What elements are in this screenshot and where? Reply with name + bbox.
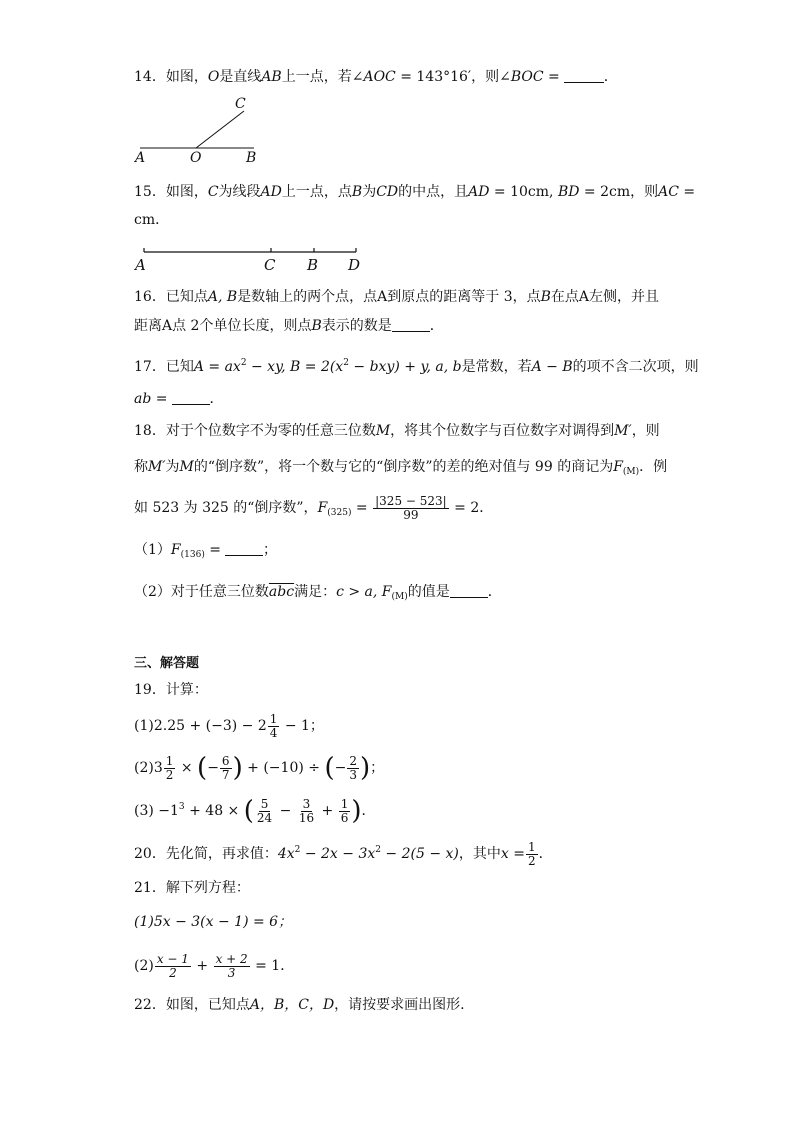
- question-16-line2: 距离A点 2个单位长度，则点B表示的数是 ．: [134, 318, 444, 334]
- section-title: 三、解答题: [134, 656, 200, 671]
- label-c: C: [264, 256, 276, 274]
- question-22: 22．如图，已知点A，B，C，D，请按要求画出图形.: [134, 997, 465, 1013]
- answer-blank[interactable]: [392, 317, 430, 332]
- q19-expr-3: $(3) -1^3 + 48$ × ( $\frac{5}{24}$ − $\frac{3}{16}$ + $\frac{1}{6}$ )．: [134, 796, 376, 826]
- label-b: B: [307, 256, 319, 274]
- fraction: $\frac{|325 - 523|}{99}$: [375, 493, 447, 522]
- question-17: 17．已知$A = ax^2$ − xy, $B = 2(x^2 - bxy) + y$, a, b是常数，若A − B的项不含二次项，则: [134, 358, 699, 375]
- question-18-line3: 如 523 为 325 的“倒序数”，$F_{(325)}$ = $\frac{|325 - 523|}{99}$ = 2．: [134, 493, 494, 522]
- question-21: 21．解下列方程：: [134, 880, 250, 896]
- question-18-line2: 称M′为M的“倒序数”，将一个数与它的“倒序数”的差的绝对值与 99 的商记为$F_{(M)}$．例: [134, 459, 668, 477]
- q19-expr-1: (1)2.25 + (−3) − 2 $\frac{1}{4}$ − 1；: [134, 711, 324, 740]
- label-o: O: [190, 150, 202, 166]
- question-14: 14．如图，O是直线AB上一点，若∠AOC = 143°16′，则∠BOC = ．: [134, 69, 618, 85]
- question-15: 15．如图，C为线段AD上一点，点B为CD的中点，且AD = 10cm, BD = 2cm，则AC =: [134, 184, 696, 200]
- q14-number: 14．: [134, 69, 166, 85]
- answer-blank[interactable]: [225, 541, 263, 556]
- label-c: C: [235, 96, 246, 112]
- label-d: D: [348, 256, 361, 274]
- label-b: B: [246, 150, 257, 166]
- question-17-line2: ab = ．: [134, 391, 224, 407]
- q21-eq-1: (1)5x − 3(x − 1) = 6；: [134, 914, 293, 930]
- answer-blank[interactable]: [450, 583, 488, 598]
- question-19: 19．计算：: [134, 682, 208, 698]
- label-a: A: [135, 256, 146, 274]
- question-18-part1: $(1)F_{(136)}$ = ；: [134, 542, 278, 560]
- label-a: A: [135, 150, 146, 166]
- question-15-line2: cm．: [134, 212, 170, 228]
- question-20: 20．先化简，再求值：$4x^2 - 2x - 3x^2 - 2(5 - x)$，其中x = $\frac{1}{2}$ ．: [134, 839, 553, 868]
- answer-blank[interactable]: [172, 390, 210, 405]
- answer-blank[interactable]: [564, 68, 604, 83]
- question-18-part2: （2）对于任意三位数$\overline{abc}$满足：c > a, $F_{(M)}$的值是 ．: [134, 584, 502, 602]
- q14-angle-figure: [134, 94, 264, 166]
- question-18: 18．对于个位数字不为零的任意三位数M，将其个位数字与百位数字对调得到M′，则: [134, 423, 660, 439]
- question-16: 16．已知点A, B是数轴上的两个点，点A到原点的距离等于 3，点B在点A左侧，并且: [134, 289, 660, 305]
- q19-expr-2: (2)3 $\frac{1}{2}$ × (− $\frac{6}{7}$ ) + (−10) ÷ (− $\frac{2}{3}$ )；: [134, 753, 385, 783]
- q21-eq-2: (2) $\frac{x - 1}{2}$ + $\frac{x + 2}{3}$ = 1．: [134, 951, 295, 980]
- ray-oc: [196, 111, 244, 148]
- q15-segment-figure: [134, 240, 364, 274]
